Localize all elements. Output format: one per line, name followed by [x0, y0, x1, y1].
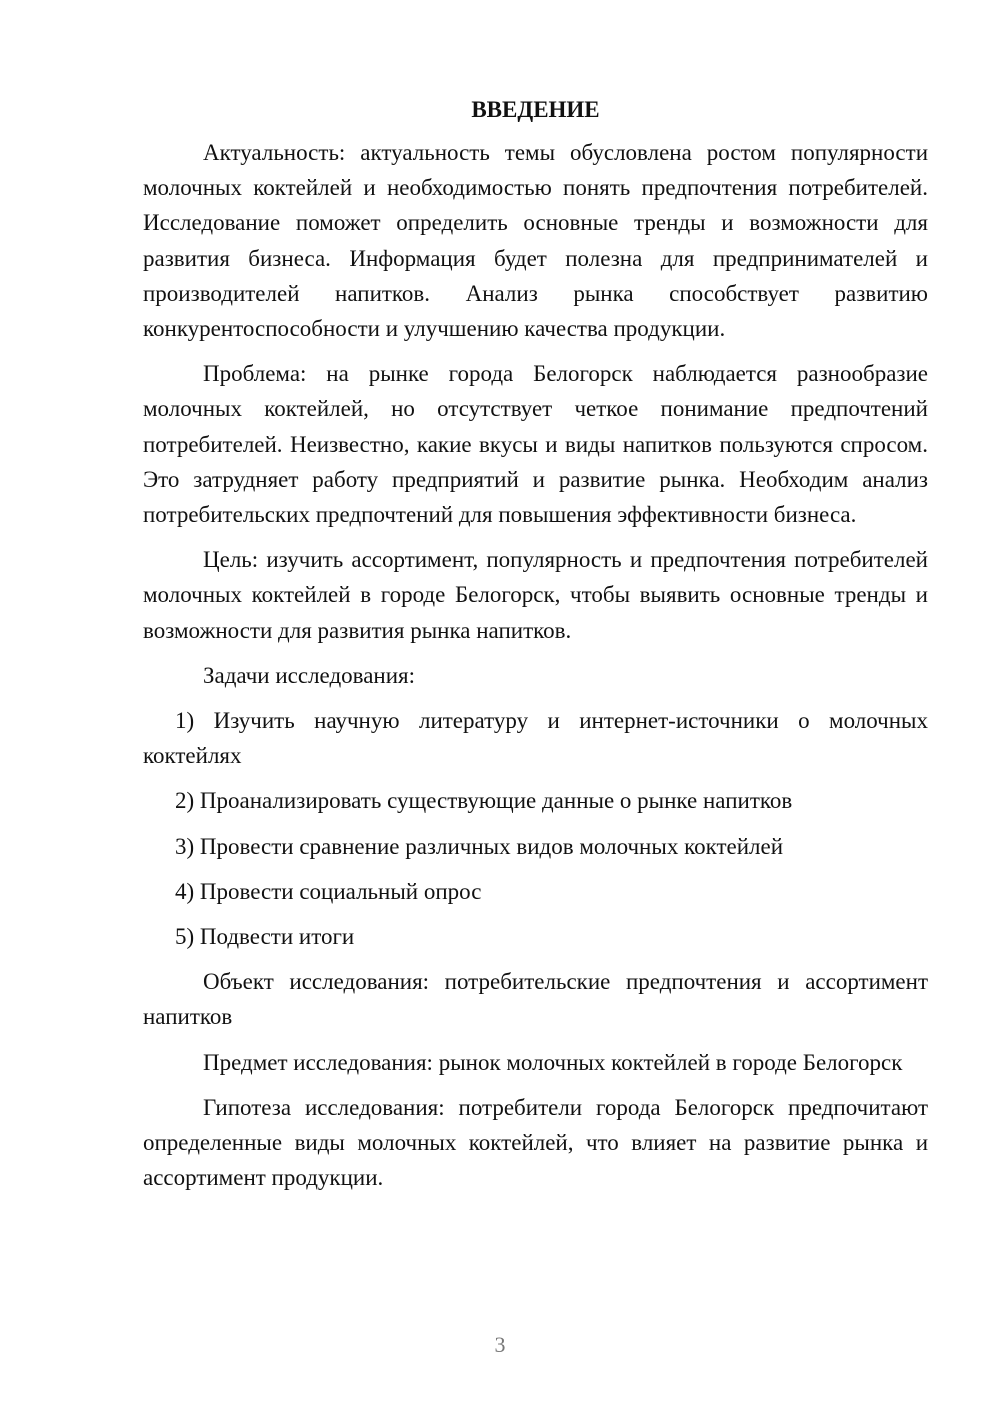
- tasks-heading: Задачи исследования:: [203, 662, 416, 688]
- problem-paragraph: Проблема: на рынке города Белогорск наблюдается разнообразие молочных коктейлей, но отсутствует четкое понимание предпочтений потребителей. Неизвестно, какие вкусы и виды напитков пользуются спросом. Это затрудняет работу предприятий и развитие рынка. Необходим анализ потребительских предпочтений для повышения эффективности бизнеса.: [143, 361, 928, 528]
- object-paragraph: Объект исследования: потребительские предпочтения и ассортимент напитков: [143, 969, 928, 1030]
- relevance-paragraph: Актуальность: актуальность темы обусловлена ростом популярности молочных коктейлей и необходимостью понять предпочтения потребителей. Исследование поможет определить основные тренды и возможности для развития бизнеса. Информация будет полезна для предпринимателей и производителей напитков. Анализ рынка способствует развитию конкурентоспособности и улучшению качества продукции.: [143, 140, 928, 342]
- document-body: [143, 92, 928, 1205]
- task-item-3: 3) Провести сравнение различных видов молочных коктейлей: [175, 833, 784, 859]
- task-item-1: 1) Изучить научную литературу и интернет-источники о молочных коктейлях: [143, 708, 928, 769]
- task-item-5: 5) Подвести итоги: [175, 924, 355, 950]
- subject-paragraph: Предмет исследования: рынок молочных коктейлей в городе Белогорск: [203, 1049, 903, 1075]
- page-number: 3: [494, 1332, 506, 1357]
- hypothesis-paragraph: Гипотеза исследования: потребители города Белогорск предпочитают определенные виды молочных коктейлей, что влияет на развитие рынка и ассортимент продукции.: [143, 1094, 928, 1191]
- goal-paragraph: Цель: изучить ассортимент, популярность и предпочтения потребителей молочных коктейлей в городе Белогорск, чтобы выявить основные тренды и возможности для развития рынка напитков.: [143, 547, 928, 643]
- tasks-list: [143, 703, 928, 954]
- document-title: ВВЕДЕНИЕ: [471, 97, 600, 122]
- task-item-4: 4) Провести социальный опрос: [175, 878, 482, 904]
- task-item-2: 2) Проанализировать существующие данные о рынке напитков: [175, 788, 793, 814]
